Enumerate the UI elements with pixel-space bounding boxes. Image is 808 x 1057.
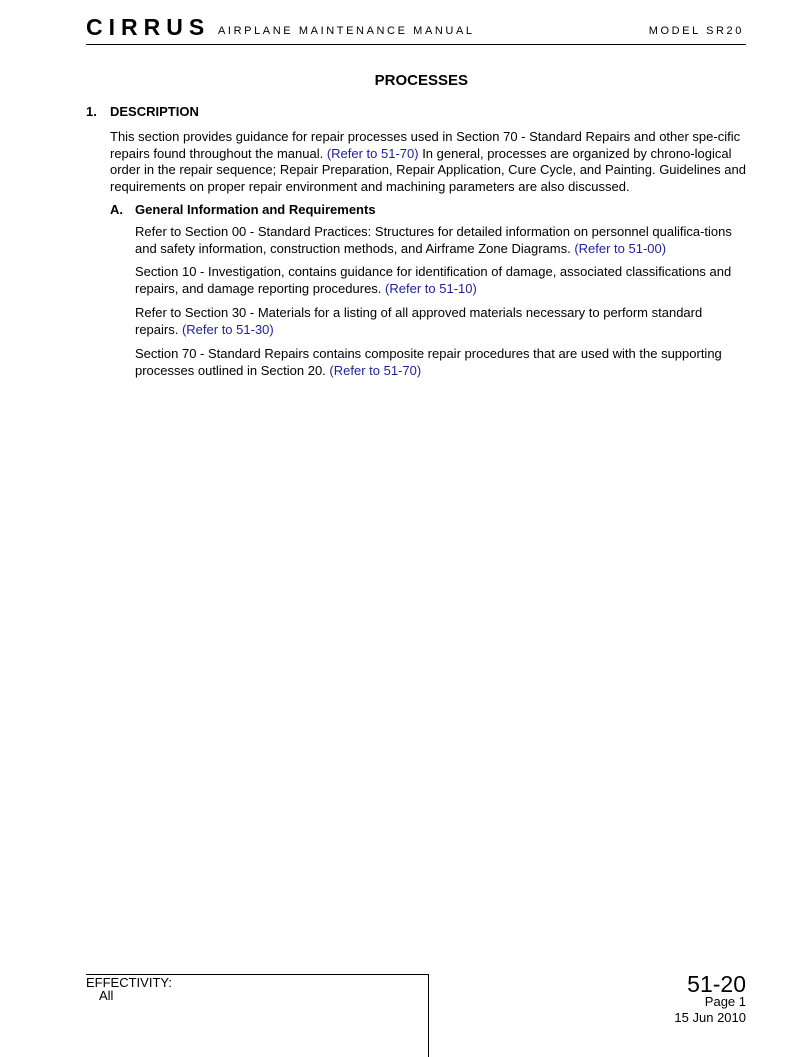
ref-link-51-70[interactable]: (Refer to 51-70) — [329, 362, 422, 378]
paragraph-text: Section 70 - Standard Repairs contains composite repair procedures that are used with the supporting processes outlined in Section 20. — [135, 346, 722, 378]
brand-name: CIRRUS — [86, 14, 211, 40]
subsection-heading — [110, 202, 376, 217]
page-number: Page 1 — [704, 994, 746, 1009]
chapter-number: 51-20 — [687, 971, 746, 997]
intro-text-2: In general, processes are organized by chrono-logical order in the repair sequence; Repair Preparation, Repair Application, Cure Cycle, and Painting. Guidelines and requirements on proper repair environment and machining parameters are also discussed. — [110, 145, 746, 194]
paragraph-section-00 — [135, 224, 747, 257]
revision-date: 15 Jun 2010 — [674, 1010, 746, 1025]
effectivity-value: All — [99, 988, 114, 1003]
paragraph-text: Refer to Section 30 - Materials for a listing of all approved materials necessary to perform standard repairs. — [135, 305, 703, 337]
subsection-letter: A. — [110, 202, 123, 217]
intro-paragraph — [110, 129, 748, 195]
ref-link-51-00[interactable]: (Refer to 51-00) — [574, 240, 667, 256]
model-name: MODEL SR20 — [648, 25, 744, 37]
ref-link-51-10[interactable]: (Refer to 51-10) — [385, 280, 477, 296]
intro-ref-link[interactable]: (Refer to 51-70) — [326, 145, 419, 161]
paragraph-text: Refer to Section 00 - Standard Practices: Structures for detailed information on personnel qualifica-tions and safety information, construction methods, and Airframe Zone Diagrams. — [135, 224, 732, 256]
paragraph-section-70 — [135, 346, 747, 379]
section-title: DESCRIPTION — [110, 104, 199, 119]
page-title: PROCESSES — [374, 72, 468, 89]
subsection-title: General Information and Requirements — [135, 202, 376, 217]
intro-text-1: This section provides guidance for repair processes used in Section 70 - Standard Repairs and other spe-cific repairs found throughout the manual. — [110, 129, 741, 161]
manual-title: AIRPLANE MAINTENANCE MANUAL — [218, 25, 475, 37]
ref-link-51-30[interactable]: (Refer to 51-30) — [181, 321, 274, 337]
section-number: 1. — [86, 104, 97, 119]
page-header — [86, 14, 746, 45]
paragraph-section-10 — [135, 264, 747, 297]
paragraph-text: Section 10 - Investigation, contains guidance for identification of damage, associated classifications and repairs, and damage reporting procedures. — [135, 264, 732, 296]
section-heading — [86, 104, 199, 119]
paragraph-section-30 — [135, 305, 747, 338]
effectivity-label: EFFECTIVITY: — [86, 975, 172, 990]
